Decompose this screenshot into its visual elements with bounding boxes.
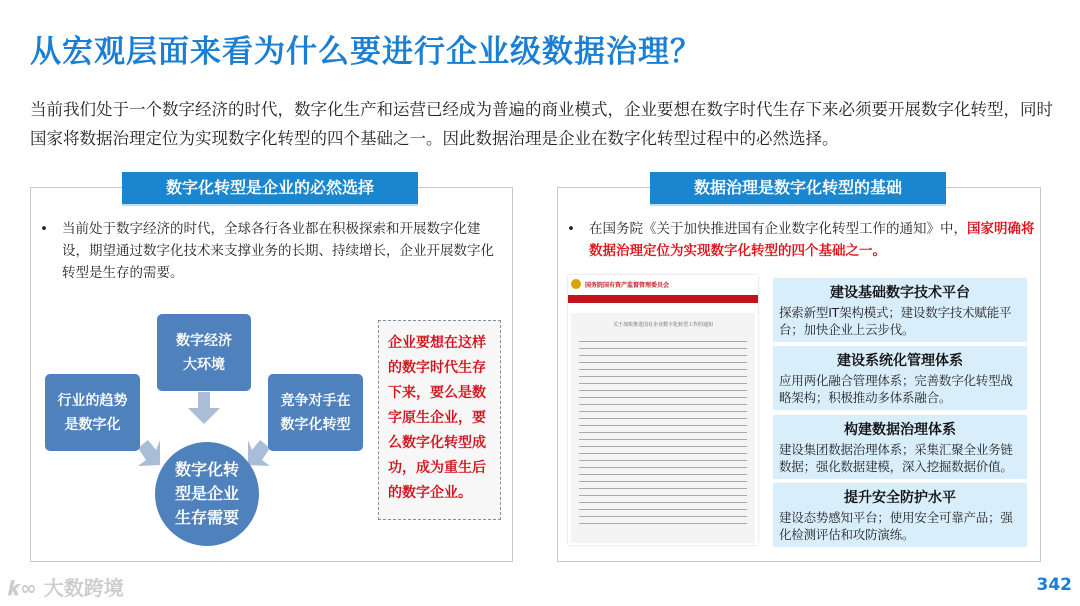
left-panel-header: 数字化转型是企业的必然选择: [122, 172, 418, 206]
intro-paragraph: 当前我们处于一个数字经济的时代，数字化生产和运营已经成为普遍的商业模式，企业要想在数字时代生存下来必须要开展数字化转型，同时国家将数据治理定位为实现数字化转型的四个基础之一。因此数据治理是企业在数字化转型过程中的必然选择。: [30, 100, 1053, 148]
box-digital-economy: 数字经济 大环境: [157, 314, 251, 391]
card-data-governance: [773, 415, 1027, 479]
card-title: 建设基础数字技术平台: [830, 285, 970, 301]
right-bullet-text: 在国务院《关于加快推进国有企业数字化转型工作的通知》中，国家明确将数据治理定位为实现数字化转型的四个基础之一。: [589, 221, 1035, 259]
box-industry-trend: 行业的趋势是数字化: [45, 374, 140, 451]
page-number: 342: [1036, 575, 1072, 595]
arrow-diag-right-icon: [138, 440, 160, 466]
right-bullet: [567, 218, 1037, 262]
doc-org: 国务院国有资产监督管理委员会: [585, 281, 670, 289]
emblem-icon: [571, 279, 581, 289]
right-panel-header: 数据治理是数字化转型的基础: [650, 172, 946, 206]
card-management-system: [773, 346, 1027, 410]
card-body: 应用两化融合管理体系；完善数字化转型战略架构；积极推动多体系融合。: [779, 373, 1013, 405]
card-security: [773, 483, 1027, 547]
brand-logo: [8, 572, 124, 601]
arrow-down-icon: [188, 392, 220, 424]
card-title: 提升安全防护水平: [844, 490, 956, 506]
callout-box: 企业要想在这样的数字时代生存下来，要么是数字原生企业，要么数字化转型成功，成为重生后的数字企业。: [378, 320, 501, 520]
center-circle: 数字化转型是企业生存需要: [155, 442, 259, 546]
bullet-dot: •: [40, 221, 48, 237]
card-title: 建设系统化管理体系: [837, 353, 963, 369]
doc-header: [568, 275, 758, 293]
left-bullet-text: 当前处于数字经济的时代，全球各行各业都在积极探索和开展数字化建设，期望通过数字化技术来支撑业务的长期、持续增长，企业开展数字化转型是生存的需要。: [62, 221, 494, 281]
page-title: 从宏观层面来看为什么要进行企业级数据治理？: [30, 34, 702, 70]
card-tech-platform: [773, 278, 1027, 342]
doc-navbar: [568, 295, 758, 303]
card-title: 构建数据治理体系: [844, 422, 956, 438]
card-body: 建设集团数据治理体系；采集汇聚全业务链数据；强化数据建模，深入挖掘数据价值。: [779, 442, 1013, 474]
notice-document-image: [568, 275, 758, 545]
card-body: 探索新型IT架构模式；建设数字技术赋能平台；加快企业上云步伐。: [779, 305, 1012, 337]
arrow-diag-left-icon: [248, 440, 270, 466]
logo-icon: 𝒌∞: [8, 576, 44, 600]
doc-text-lines: [579, 338, 747, 528]
doc-title: 关于加快推进国有企业数字化转型工作的通知: [612, 322, 713, 328]
bullet-dot: •: [567, 221, 575, 237]
box-competitors: 竞争对手在数字化转型: [268, 374, 363, 451]
card-body: 建设态势感知平台；使用安全可靠产品；强化检测评估和攻防演练。: [779, 510, 1013, 542]
logo-text: 大数跨境: [43, 576, 124, 600]
doc-body: [571, 313, 755, 543]
